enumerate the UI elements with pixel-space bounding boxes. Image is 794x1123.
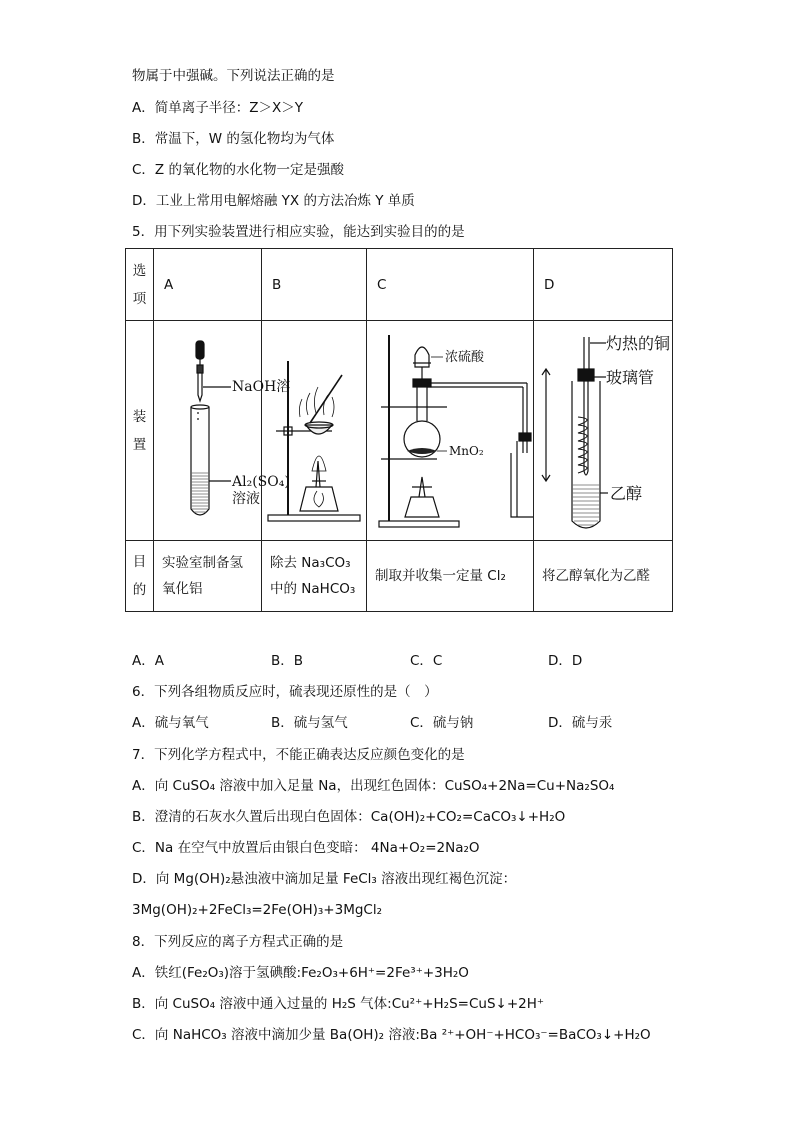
q6-answer-a[interactable]: A．硫与氧气 <box>132 715 209 731</box>
q6-answer-c[interactable]: C．硫与钠 <box>410 715 474 731</box>
naoh-label: NaOH溶 <box>232 379 291 395</box>
purpose-b-line2: 中的 NaHCO₃ <box>270 581 356 597</box>
q7-option-b: B．澄清的石灰水久置后出现白色固体：Ca(OH)₂+CO₂=CaCO₃↓+H₂O <box>132 809 566 825</box>
al2so4-label: Al₂(SO₄) <box>232 474 290 490</box>
q6-answer-d[interactable]: D．硫与汞 <box>548 715 613 731</box>
column-header-a: A <box>154 249 262 321</box>
q8-option-a: A．铁红(Fe₂O₃)溶于氢碘酸:Fe₂O₃+6H⁺=2Fe³⁺+3H₂O <box>132 965 469 981</box>
ethanol-oxidation-diagram <box>534 321 672 540</box>
q4-option-c: C．Z 的氧化物的水化物一定是强酸 <box>132 162 344 178</box>
device-d-cell <box>534 321 673 541</box>
column-header-d: D <box>534 249 673 321</box>
q6-answer-b[interactable]: B．硫与氢气 <box>271 715 348 731</box>
device-header-char1: 装 <box>132 408 147 425</box>
column-header-b: B <box>262 249 367 321</box>
q4-intro: 物属于中强碱。下列说法正确的是 <box>132 68 335 84</box>
q4-option-d: D．工业上常用电解熔融 YX 的方法冶炼 Y 单质 <box>132 193 415 209</box>
purpose-header-char2: 的 <box>132 582 147 598</box>
purpose-header-cell <box>126 541 154 612</box>
q5-answer-b[interactable]: B．B <box>271 653 304 669</box>
purpose-a-line1: 实验室制备氢 <box>162 555 243 571</box>
hot-copper-label: 灼热的铜 <box>606 334 671 353</box>
option-header-cell <box>126 249 154 321</box>
solution-label: 溶液 <box>232 491 260 507</box>
q6-stem: 6．下列各组物质反应时，硫表现还原性的是（ ） <box>132 684 438 700</box>
q7-option-d-equation: 3Mg(OH)₂+2FeCl₃=2Fe(OH)₃+3MgCl₂ <box>132 902 383 918</box>
q4-option-a: A．简单离子半径：Z＞X＞Y <box>132 100 303 116</box>
purpose-a-line2: 氧化铝 <box>162 581 203 597</box>
q8-option-c: C．向 NaHCO₃ 溶液中滴加少量 Ba(OH)₂ 溶液:Ba ²⁺+OH⁻+HCO₃⁻=BaCO₃↓+H₂O <box>132 1027 651 1043</box>
purpose-b-line1: 除去 Na₃CO₃ <box>270 555 351 571</box>
device-header-cell <box>126 321 154 541</box>
ethanol-label: 乙醇 <box>610 484 643 503</box>
purpose-header-char1: 目 <box>132 554 147 570</box>
purpose-d-cell: 将乙醇氧化为乙醛 <box>534 541 673 612</box>
dropper-testtube-diagram <box>154 321 291 540</box>
evaporation-diagram <box>262 321 366 540</box>
q7-option-a: A．向 CuSO₄ 溶液中加入足量 Na，出现红色固体：CuSO₄+2Na=Cu+Na₂SO₄ <box>132 778 615 794</box>
acid-label: 浓硫酸 <box>445 350 485 365</box>
q6-answer-row <box>132 713 692 733</box>
q8-stem: 8．下列反应的离子方程式正确的是 <box>132 934 344 950</box>
device-b-cell <box>262 321 367 541</box>
purpose-b-cell <box>262 541 367 612</box>
mno2-label: MnO₂ <box>449 444 484 458</box>
q5-table <box>125 248 673 612</box>
q7-option-d: D．向 Mg(OH)₂悬浊液中滴加足量 FeCl₃ 溶液出现红褐色沉淀： <box>132 871 517 887</box>
q5-answer-a[interactable]: A．A <box>132 653 164 669</box>
option-header-char1: 选 <box>132 262 147 279</box>
option-header-char2: 项 <box>132 290 147 307</box>
q7-option-c: C．Na 在空气中放置后由银白色变暗： 4Na+O₂=2Na₂O <box>132 840 480 856</box>
q7-stem: 7．下列化学方程式中，不能正确表达反应颜色变化的是 <box>132 747 465 763</box>
device-a-cell <box>154 321 291 541</box>
purpose-a-cell <box>154 541 262 612</box>
q4-option-b: B．常温下，W 的氢化物均为气体 <box>132 131 335 147</box>
column-header-c: C <box>367 249 534 321</box>
q5-stem: 5．用下列实验装置进行相应实验，能达到实验目的的是 <box>132 224 465 240</box>
purpose-c-cell: 制取并收集一定量 Cl₂ <box>367 541 534 612</box>
q5-answer-d[interactable]: D．D <box>548 653 583 669</box>
q5-answer-c[interactable]: C．C <box>410 653 443 669</box>
device-header-char2: 置 <box>132 436 147 453</box>
q5-answer-row <box>132 651 692 671</box>
chlorine-generation-diagram <box>367 321 533 540</box>
glass-tube-label: 玻璃管 <box>606 368 655 387</box>
device-c-cell <box>367 321 534 541</box>
q8-option-b: B．向 CuSO₄ 溶液中通入过量的 H₂S 气体:Cu²⁺+H₂S=CuS↓+2H⁺ <box>132 996 545 1012</box>
